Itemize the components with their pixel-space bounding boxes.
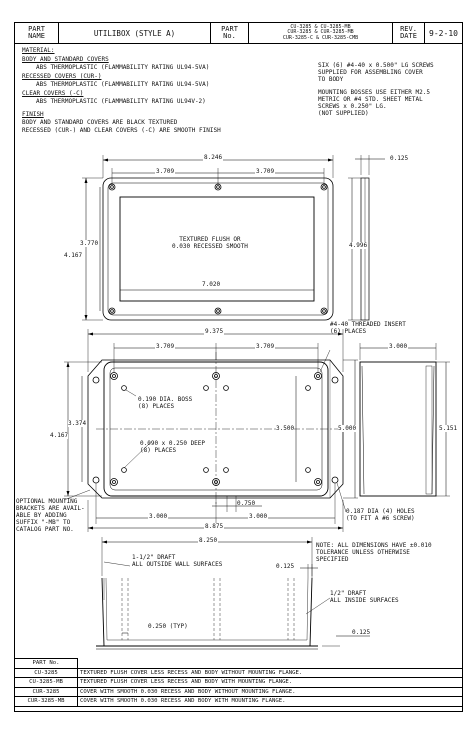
body-covers-heading: BODY AND STANDARD COVERS [22,56,109,63]
rev-date-label: REV. DATE [393,23,425,43]
rev-date-value: 9-2-10 [429,28,458,38]
dim-body-3500: 3.500 [276,425,295,432]
table-row: CU-3285 TEXTURED FLUSH COVER LESS RECESS AND BODY WITHOUT MOUNTING FLANGE. [15,668,463,678]
table-row: CUR-3285 COVER WITH SMOOTH 0.030 RECESS AND BODY WITHOUT MOUNTING FLANGE. [15,687,463,697]
dim-top-right: 3.709 [256,168,275,175]
dim-top-left: 3.709 [156,168,175,175]
dim-body-overall: 9.375 [205,328,224,335]
mounting-note: MOUNTING BOSSES USE EITHER M2.5 METRIC OR #4 STD. SHEET METAL SCREWS x 0.250" LG. (NOT SUPPLIED) [318,89,430,117]
dim-top-overall: 8.246 [204,154,223,161]
recessed-heading: RECESSED COVERS (CUR-) [22,73,102,80]
clear-heading: CLEAR COVERS (-C) [22,90,84,97]
dim-body-right: 3.709 [256,343,275,350]
draft-outside-note: 1-1/2" DRAFT ALL OUTSIDE WALL SURFACES [132,554,223,568]
dim-body-left: 3.709 [156,343,175,350]
dim-top-inner-h: 3.770 [80,240,99,247]
part-name-value: UTILIBOX (STYLE A) [59,23,211,43]
optional-brackets-note: OPTIONAL MOUNTING BRACKETS ARE AVAIL- ABLE BY ADDING SUFFIX "-MB" TO CATALOG PART NO. [16,498,85,533]
dim-body-3374: 3.374 [68,420,87,427]
table-header-part: PART No. [15,659,78,669]
cover-center-text: TEXTURED FLUSH OR 0.030 RECESSED SMOOTH [172,236,248,250]
dim-end-height: 5.151 [439,425,458,432]
table-header-row [15,659,463,669]
part-no-value: CU-3285 & CU-3285-MB CUR-3285 & CUR-3285-MB CUR-3285-C & CUR-3285-CMB [249,23,393,43]
recessed-text: ABS THERMOPLASTIC (FLAMMABILITY RATING UL94-5VA) [36,81,210,88]
dim-body-0750: 0.750 [237,500,256,507]
finish-line2: RECESSED (CUR-) AND CLEAR COVERS (-C) ARE SMOOTH FINISH [22,127,221,134]
dim-top-side: 0.125 [390,155,409,162]
dim-body-3000-right: 3.000 [249,513,268,520]
dim-top-side-h: 4.996 [349,242,368,249]
boss-note: 0.190 DIA. BOSS (8) PLACES [138,396,193,410]
dim-body-3000-left: 3.000 [149,513,168,520]
end-view-outline [360,362,436,496]
dim-body-5000: 5.000 [338,425,357,432]
dim-side-overall: 8.250 [199,537,218,544]
dim-body-8875: 8.875 [205,523,224,530]
insert-note: #4-40 THREADED INSERT (6) PLACES [330,321,406,335]
dim-top-inner-w: 7.020 [202,281,221,288]
part-name-label: PART NAME [15,23,59,43]
parts-table [14,658,463,707]
finish-line1: BODY AND STANDARD COVERS ARE BLACK TEXTURED [22,119,178,126]
dim-end-width: 3.000 [389,343,408,350]
deep-note: 0.090 x 0.250 DEEP (8) PLACES [140,440,206,454]
part-no-label: PART No. [211,23,249,43]
holes-note: 0.187 DIA (4) HOLES (TO FIT A #6 SCREW) [346,508,415,522]
body-covers-text: ABS THERMOPLASTIC (FLAMMABILITY RATING UL94-5VA) [36,64,210,71]
draft-inside-note: 1/2" DRAFT ALL INSIDE SURFACES [330,590,399,604]
finish-heading: FINISH [22,111,44,118]
dim-body-4167: 4.167 [50,432,69,439]
clear-text: ABS THERMOPLASTIC (FLAMMABILITY RATING UL94V-2) [36,98,206,105]
side-view-body [102,578,312,646]
dim-side-wall: 0.125 [276,563,295,570]
dim-side-bottom: 0.125 [352,629,371,636]
table-row: CUR-3285-MB COVER WITH SMOOTH 0.030 RECESS AND BODY WITH MOUNTING FLANGE. [15,697,463,707]
table-row: CU-3285-MB TEXTURED FLUSH COVER LESS RECESS AND BODY WITH MOUNTING FLANGE. [15,678,463,688]
dim-side-typ: 0.250 (TYP) [148,623,188,630]
screws-note: SIX (6) #4-40 x 0.500" LG SCREWS SUPPLIED FOR ASSEMBLING COVER TO BODY [318,62,434,83]
dim-top-overall-h: 4.167 [64,252,83,259]
tolerance-note: NOTE: ALL DIMENSIONS HAVE ±0.010 TOLERANCE UNLESS OTHERWISE SPECIFIED [316,542,432,563]
material-heading: MATERIAL: [22,47,55,54]
